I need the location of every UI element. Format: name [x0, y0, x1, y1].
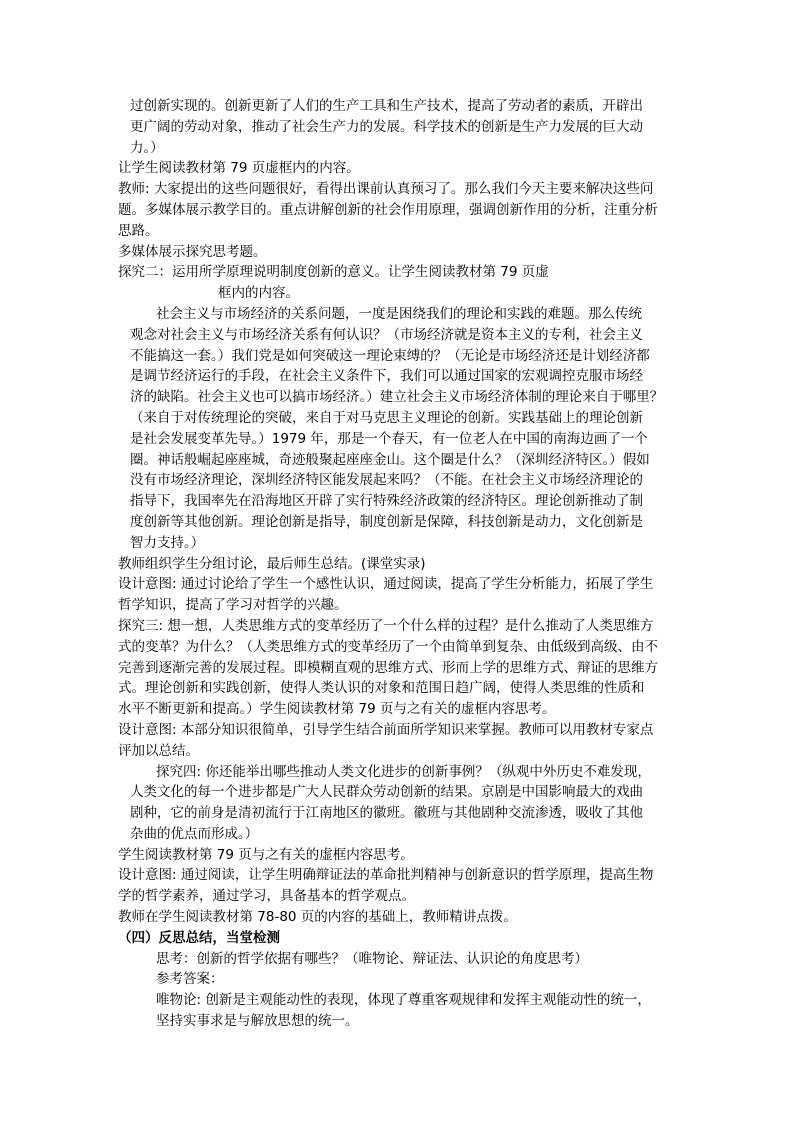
- text-line: 框内的内容。: [218, 285, 299, 302]
- text-line: 学的哲学素养，通过学习，具备基本的哲学观点。: [118, 888, 415, 905]
- text-line: 哲学知识，提高了学习对哲学的兴趣。: [118, 597, 348, 614]
- text-line: 更广阔的劳动对象，推动了社会生产力的发展。科学技术的创新是生产力发展的巨大动: [130, 118, 643, 135]
- text-line: 思考：创新的哲学依据有哪些？（唯物论、辩证法、认识论的角度思考）: [156, 950, 588, 967]
- text-line: 多媒体展示探究思考题。: [118, 243, 267, 260]
- text-line: 是社会发展变革先导。）1979 年，那是一个春天，有一位老人在中国的南海边画了一个: [130, 430, 648, 447]
- text-line: 力。）: [130, 139, 164, 156]
- text-line: 参考答案：: [156, 971, 224, 988]
- text-line: 社会主义与市场经济的关系问题，一度是困绕我们的理论和实践的难题。那么传统: [156, 305, 642, 322]
- text-line: 度创新等其他创新。理论创新是指导，制度创新是保障，科技创新是动力，文化创新是: [130, 513, 643, 530]
- section-heading: （四）反思总结，当堂检测: [118, 929, 280, 946]
- text-line: （来自于对传统理论的突破，来自于对马克思主义理论的创新。实践基础上的理论创新: [130, 409, 643, 426]
- text-line: 济的缺陷。社会主义也可以搞市场经济。）建立社会主义市场经济体制的理论来自于哪里？: [130, 389, 664, 406]
- text-line: 评加以总结。: [118, 742, 199, 759]
- text-line: 设计意图: 通过讨论给了学生一个感性认识，通过阅读，提高了学生分析能力，拓展了学生: [118, 576, 654, 593]
- text-line: 教师在学生阅读教材第 78-80 页的内容的基础上，教师精讲点拨。: [118, 909, 517, 926]
- text-line: 圈。神话般崛起座座城，奇迹般聚起座座金山。这个圈是什么？（深圳经济特区。）假如: [130, 451, 650, 468]
- text-line: 完善到逐渐完善的发展过程。即模糊直观的思维方式、形而上学的思维方式、辩证的思维方: [118, 659, 658, 676]
- text-line: 智力支持。）: [130, 534, 205, 551]
- text-line: 人类文化的每一个进步都是广大人民群众劳动创新的结果。京剧是中国影响最大的戏曲: [130, 784, 643, 801]
- text-line: 探究二：运用所学原理说明制度创新的意义。让学生阅读教材第 79 页虚: [118, 264, 549, 281]
- text-line: 让学生阅读教材第 79 页虚框内的内容。: [118, 160, 360, 177]
- document-body: [118, 96, 693, 1032]
- text-line: 式。理论创新和实践创新，使得人类认识的对象和范围日趋广阔，使得人类思维的性质和: [118, 680, 645, 697]
- text-line: 探究四: 你还能举出哪些推动人类文化进步的创新事例？（纵观中外历史不难发现，: [156, 763, 651, 780]
- text-line: 指导下，我国率先在沿海地区开辟了实行特殊经济政策的经济特区。理论创新推动了制: [130, 493, 643, 510]
- text-line: 题。多媒体展示教学目的。重点讲解创新的社会作用原理，强调创新作用的分析，注重分析: [118, 201, 658, 218]
- text-line: 探究三: 想一想，人类思维方式的变革经历了一个什么样的过程？是什么推动了人类思维方: [118, 617, 654, 634]
- text-line: 设计意图: 通过阅读，让学生明确辩证法的革命批判精神与创新意识的哲学原理，提高生物: [118, 867, 654, 884]
- text-line: 教师: 大家提出的这些问题很好，看得出课前认真预习了。那么我们今天主要来解决这些问: [118, 181, 654, 198]
- text-line: 观念对社会主义与市场经济关系有何认识？（市场经济就是资本主义的专利，社会主义: [130, 326, 643, 343]
- text-line: 没有市场经济理论，深圳经济特区能发展起来吗？（不能。在社会主义市场经济理论的: [130, 472, 643, 489]
- text-line: 教师组织学生分组讨论，最后师生总结。(课堂实录): [118, 555, 426, 572]
- text-line: 过创新实现的。创新更新了人们的生产工具和生产技术，提高了劳动者的素质，开辟出: [130, 98, 643, 114]
- text-line: 学生阅读教材第 79 页与之有关的虚框内容思考。: [118, 846, 414, 863]
- text-line: 水平不断更新和提高。）学生阅读教材第 79 页与之有关的虚框内容思考。: [118, 701, 556, 718]
- text-line: 是调节经济运行的手段，在社会主义条件下，我们可以通过国家的宏观调控克服市场经: [130, 368, 643, 385]
- text-line: 坚持实事求是与解放思想的统一。: [156, 1013, 359, 1030]
- text-line: 思路。: [118, 222, 159, 239]
- text-line: 不能搞这一套。）我们党是如何突破这一理论束缚的？（无论是市场经济还是计划经济都: [130, 347, 650, 364]
- text-line: 杂曲的优点而形成。）: [130, 825, 259, 842]
- text-line: 设计意图: 本部分知识很简单，引导学生结合前面所学知识来掌握。教师可以用教材专家点: [118, 721, 654, 738]
- text-line: 唯物论: 创新是主观能动性的表现，体现了尊重客观规律和发挥主观能动性的统一，: [156, 992, 651, 1009]
- text-line: 式的变革？为什么？（人类思维方式的变革经历了一个由简单到复杂、由低级到高级、由不: [118, 638, 658, 655]
- text-line: 剧种，它的前身是清初流行于江南地区的徽班。徽班与其他剧种交流渗透，吸收了其他: [130, 805, 643, 822]
